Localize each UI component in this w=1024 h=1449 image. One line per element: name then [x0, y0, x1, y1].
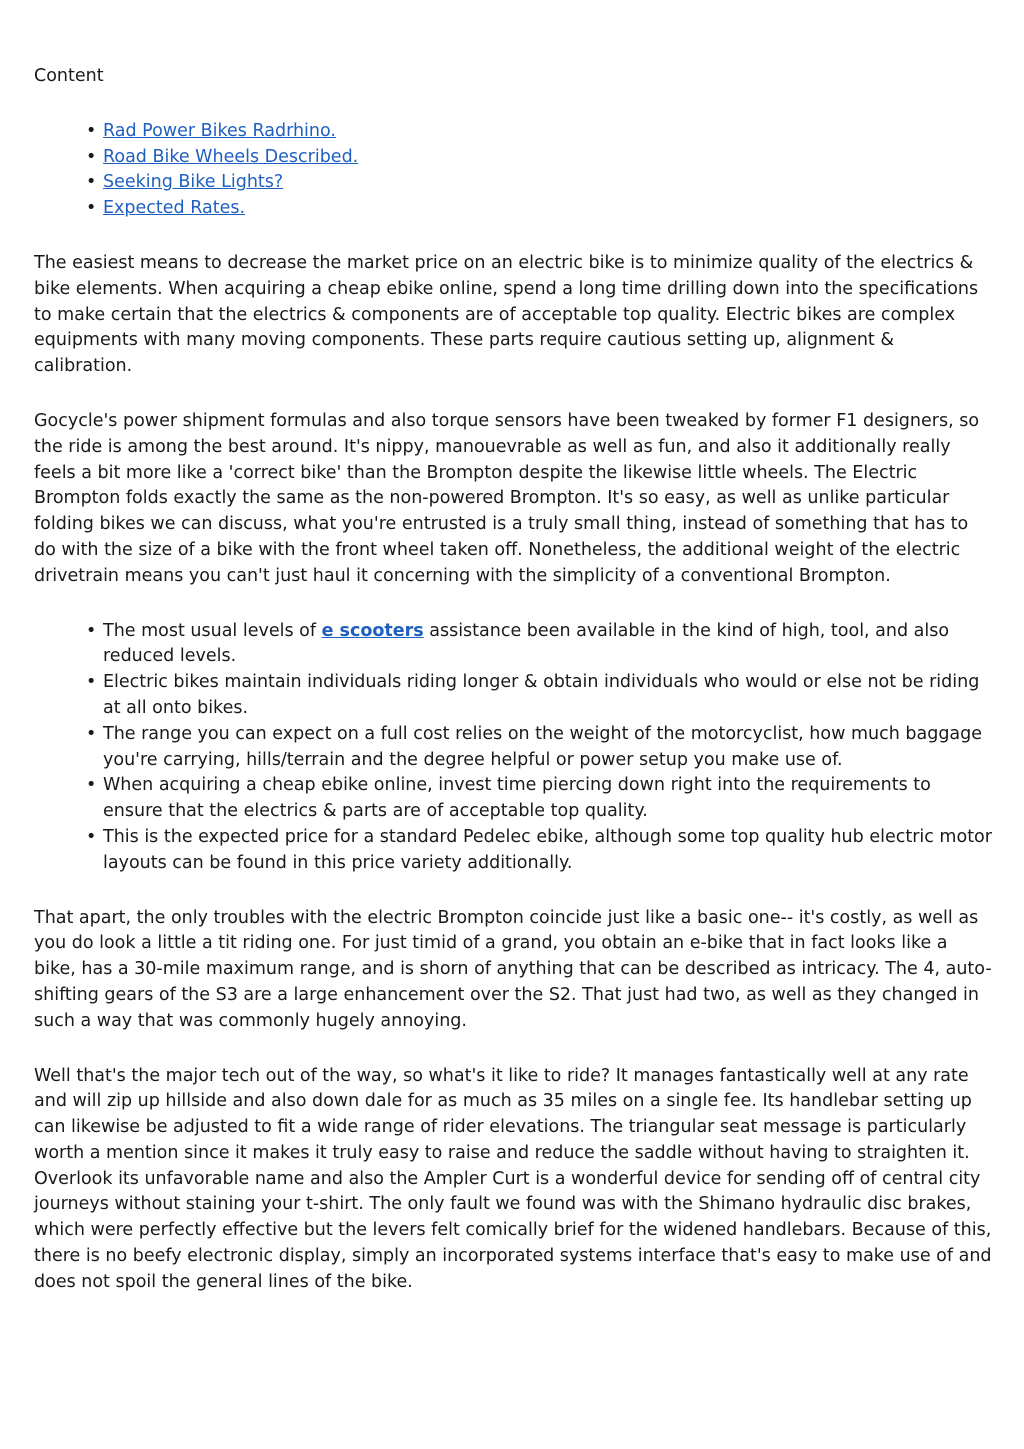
toc-link-bike-lights[interactable]: Seeking Bike Lights?: [103, 172, 284, 193]
bullet-text: The most usual levels of: [103, 620, 322, 641]
table-of-contents: [34, 119, 994, 222]
toc-link-expected-rates[interactable]: Expected Rates.: [103, 198, 246, 219]
paragraph-ride-review: Well that's the major tech out of the way, so what's it like to ride? It manages fantastically well at any rate and will zip up hillside and also down dale for as much as 35 miles on a single fee. Its handlebar setting up can likewise be adjusted to fit a wide range of rider elevations. The triangular seat message is particularly worth a mention since it makes it truly easy to raise and reduce the saddle without having to straighten it. Overlook its unfavorable name and also the Ampler Curt is a wonderful device for sending off of central city journeys without staining your t-shirt. The only fault we found was with the Shimano hydraulic disc brakes, which were perfectly effective but the levers felt comically brief for the widened handlebars. Because of this, there is no beefy electronic display, simply an incorporated systems interface that's easy to make use of and does not spoil the general lines of the bike.: [34, 1065, 992, 1292]
bullet-item-assistance-levels: [86, 619, 994, 671]
toc-link-rad-power-bikes[interactable]: Rad Power Bikes Radrhino.: [103, 120, 336, 141]
e-scooters-link[interactable]: e scooters: [321, 620, 424, 641]
toc-item: [86, 170, 994, 196]
bullet-list: [34, 619, 994, 877]
bullet-item-expected-price: • This is the expected price for a standard Pedelec ebike, although some top quality hub electric motor layouts can be found in this price variety additionally.: [86, 825, 994, 877]
bullet-item-range: • The range you can expect on a full cost relies on the weight of the motorcyclist, how much baggage you're carrying, hills/terrain and the degree helpful or power setup you make use of.: [86, 722, 994, 774]
toc-item: [86, 196, 994, 222]
paragraph-brompton-troubles: That apart, the only troubles with the electric Brompton coincide just like a basic one-- it's costly, as well as you do look a little a tit riding one. For just timid of a grand, you obtain an e-bike that in fact looks like a bike, has a 30-mile maximum range, and is shorn of anything that can be described as intricacy. The 4, auto-shifting gears of the S3 are a large enhancement over the S2. That just had two, as well as they changed in such a way that was commonly hugely annoying.: [34, 907, 992, 1031]
bullet-item-cheap-ebike: • When acquiring a cheap ebike online, invest time piercing down right into the requirements to ensure that the electrics & parts are of acceptable top quality.: [86, 773, 994, 825]
paragraph-price-quality: The easiest means to decrease the market price on an electric bike is to minimize quality of the electrics & bike elements. When acquiring a cheap ebike online, spend a long time drilling down into the specifications to make certain that the electrics & components are of acceptable top quality. Electric bikes are complex equipments with many moving components. These parts require cautious setting up, alignment & calibration.: [34, 252, 979, 377]
toc-item: [86, 119, 994, 145]
toc-link-road-bike-wheels[interactable]: Road Bike Wheels Described.: [103, 146, 359, 167]
bullet-text: assistance been available in the kind of high, tool, and also reduced levels.: [103, 620, 950, 667]
document-content: [34, 64, 994, 1296]
bullet-item-riding-longer: • Electric bikes maintain individuals riding longer & obtain individuals who would or else not be riding at all onto bikes.: [86, 670, 994, 722]
paragraph-gocycle-brompton: Gocycle's power shipment formulas and also torque sensors have been tweaked by former F1 designers, so the ride is among the best around. It's nippy, manouevrable as well as fun, and also it additionally really feels a bit more like a 'correct bike' than the Brompton despite the likewise little wheels. The Electric Brompton folds exactly the same as the non-powered Brompton. It's so easy, as well as unlike particular folding bikes we can discuss, what you're entrusted is a truly small thing, instead of something that has to do with the size of a bike with the front wheel taken off. Nonetheless, the additional weight of the electric drivetrain means you can't just haul it concerning with the simplicity of a conventional Brompton.: [34, 410, 980, 586]
toc-item: [86, 145, 994, 171]
content-heading: Content: [34, 66, 104, 86]
